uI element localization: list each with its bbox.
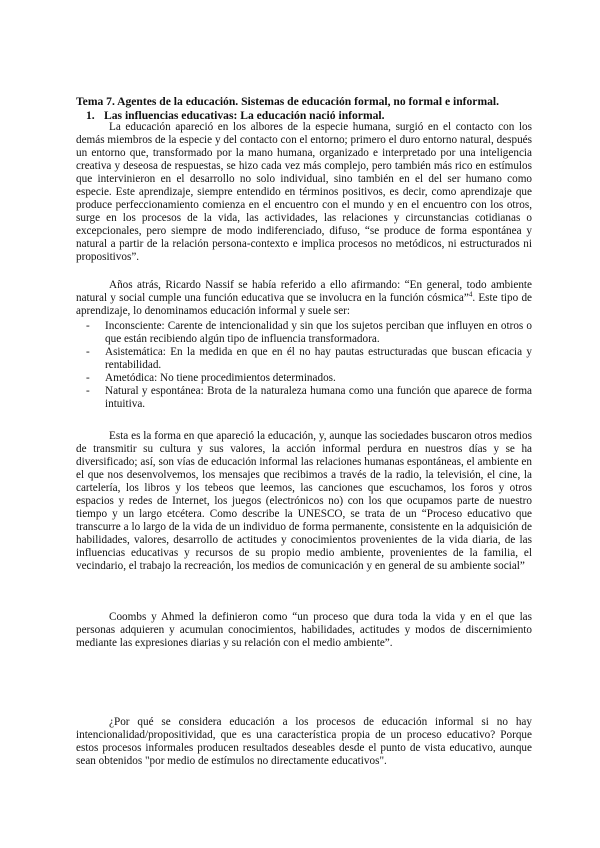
dash-bullet: - xyxy=(86,372,90,385)
document-title: Tema 7. Agentes de la educación. Sistemas de educación formal, no formal e informal. xyxy=(76,95,500,108)
list-item-text: Natural y espontánea: Brota de la naturaleza humana como una función que aparece de forma intuitiva. xyxy=(105,385,532,411)
section-number: 1. xyxy=(86,109,95,122)
paragraph-unesco: Esta es la forma en que apareció la educación, y, aunque las sociedades buscaron otros medios de transmitir su cultura y sus valores, la acción informal perdura en nuestros días y se ha diversificado; así, son vías de educación informal las relaciones humanas espontáneas, el ambiente en el que nos desenvolvemos, los mensajes que recibimos a través de la radio, la televisión, el cine, la cartelería, los libros y los tebeos que leemos, las canciones que escuchamos, los foros y otros espacios y redes de Internet, los juegos (electrónicos no) con los que ocupamos parte de nuestro tiempo y un largo etcétera. Como describe la UNESCO, se trata de un “Proceso educativo que transcurre a lo largo de la vida de un individuo de forma permanente, consistente en la adquisición de habilidades, valores, desarrollo de actitudes y conocimientos provenientes de la vida diaria, de las influencias educativas y recursos de su propio medio ambiente, provenientes de la familia, el vecindario, el trabajo la recreación, los medios de comunicación y en general de su ambiente social” xyxy=(76,430,532,573)
list-item xyxy=(76,320,532,346)
paragraph-question: ¿Por qué se considera educación a los procesos de educación informal si no hay intencionalidad/propositividad, que es una característica propia de un proceso educativo? Porque estos procesos informales producen resultados deseables desde el punto de vista educativo, aunque sean obtenidos "por medio de estímulos no directamente educativos". xyxy=(76,716,532,768)
list-item xyxy=(76,346,532,372)
dash-bullet: - xyxy=(86,385,90,398)
characteristics-list xyxy=(76,320,532,411)
paragraph-nassif-continuation: . Este tipo de aprendizaje, lo denominamos educación informal y suele ser: xyxy=(76,292,532,318)
footnote-marker: 4 xyxy=(468,290,473,299)
paragraph-coombs-ahmed: Coombs y Ahmed la definieron como “un proceso que dura toda la vida y en el que las personas adquieren y acumulan conocimientos, habilidades, actitudes y modos de discernimiento mediante las expresiones diarias y su relación con el medio ambiente”. xyxy=(76,611,532,650)
list-item-text: Ametódica: No tiene procedimientos determinados. xyxy=(105,372,336,385)
paragraph-origins: La educación apareció en los albores de la especie humana, surgió en el contacto con los demás miembros de la especie y del contacto con el entorno; primero el duro entorno natural, después un entorno que, transformado por la mano humana, organizado e interpretado por una inteligencia creativa y deseosa de respuestas, se hizo cada vez más complejo, pero también más rico en estímulos que intervinieron en el desarrollo no solo individual, sino también en el del ser humano como especie. Este aprendizaje, siempre entendido en términos positivos, es decir, como aprendizaje que produce perfeccionamiento comienza en el encuentro con el mundo y en el encuentro con los otros, surge en los procesos de la vida, las actividades, las relaciones y circunstancias cotidianas o excepcionales, pero siempre de modo indiferenciado, difuso, “se produce de forma espontánea y natural a partir de la relación persona-contexto e implica procesos no metódicos, ni estructurados ni propositivos”. xyxy=(76,121,532,264)
list-item-text: Inconsciente: Carente de intencionalidad y sin que los sujetos perciban que influyen en otros o que están recibiendo algún tipo de influencia transformadora. xyxy=(105,320,532,346)
paragraph-nassif xyxy=(76,279,532,318)
list-item-text: Asistemática: En la medida en que en él no hay pautas estructuradas que buscan eficacia y rentabilidad. xyxy=(105,346,532,372)
list-item xyxy=(76,385,532,411)
dash-bullet: - xyxy=(86,320,90,332)
section-heading-text: Las influencias educativas: La educación nació informal. xyxy=(104,109,385,122)
paragraph-nassif-text: Años atrás, Ricardo Nassif se había referido a ello afirmando: “En general, todo ambiente natural y social cumple una función educativa que se involucra en la función cósmica” xyxy=(76,279,532,305)
dash-bullet: - xyxy=(86,346,90,359)
list-item xyxy=(76,372,532,385)
